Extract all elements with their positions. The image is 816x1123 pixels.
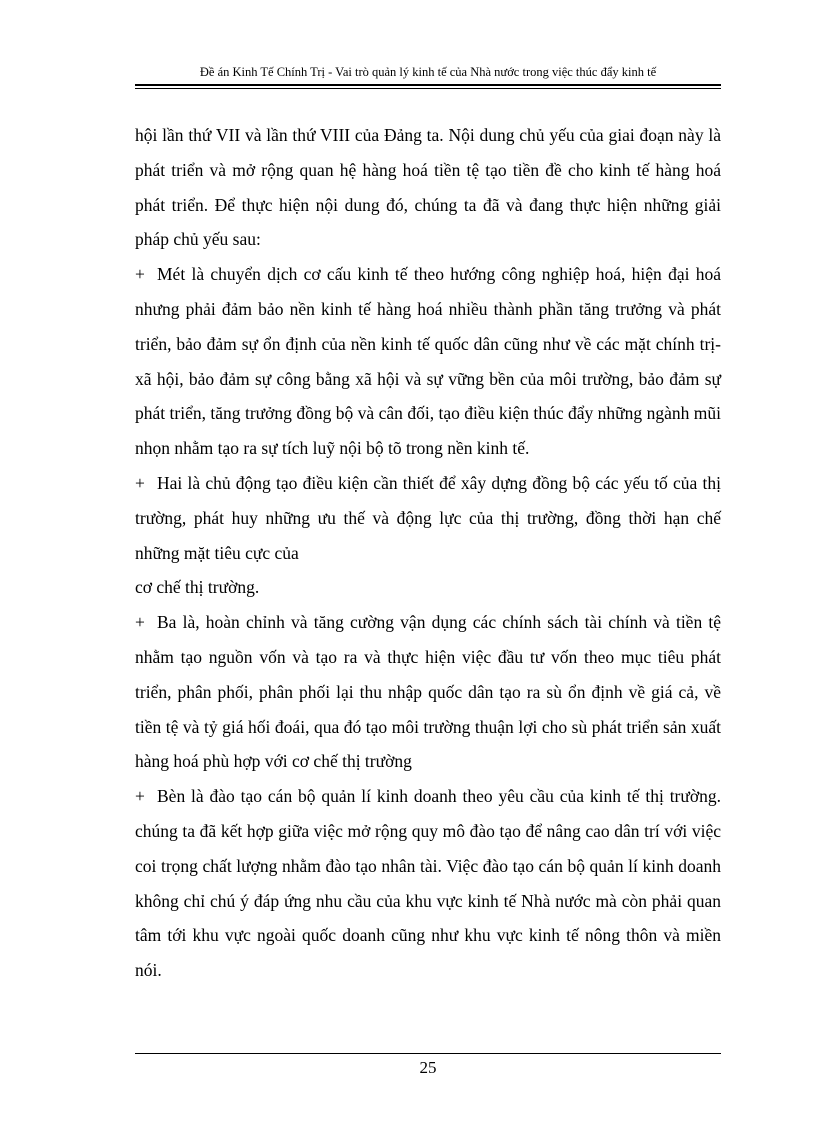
bullet-sign: +: [135, 472, 145, 493]
page-number: 25: [419, 1058, 437, 1077]
footer-rule: [135, 1053, 721, 1054]
bullet-item-3-text: Ba là, hoàn chỉnh và tăng cường vận dụng các chính sách tài chính và tiền tệ nhằm tạo nguồn vốn và tạo ra và thực hiện việc đầu tư vốn theo mục tiêu phát triển, phân phối, phân phối lại thu nhập quốc dân tạo ra sù ổn định về giá cả, về tiền tệ và tỷ giá hối đoái, qua đó tạo môi trường thuận lợi cho sù phát triển sản xuất hàng hoá phù hợp với cơ chế thị trường: [135, 612, 721, 772]
bullet-item-4: [135, 779, 721, 988]
header-rule-thin: [135, 88, 721, 89]
bullet-item-1-text: Mét là chuyển dịch cơ cấu kinh tế theo hướng công nghiệp hoá, hiện đại hoá nhưng phải đảm bảo nền kinh tế hàng hoá nhiều thành phần tăng trưởng và phát triển, bảo đảm sự ổn định của nền kinh tế quốc dân cũng như về các mặt chính trị- xã hội, bảo đảm sự công bằng xã hội và sự vững bền của môi trường, bảo đảm sự phát triển, tăng trưởng đồng bộ và cân đối, tạo điều kiện thúc đẩy những ngành mũi nhọn nhằm tạo ra sự tích luỹ nội bộ tõ trong nền kinh tế.: [135, 264, 721, 459]
bullet-item-4-text: Bèn là đào tạo cán bộ quản lí kinh doanh theo yêu cầu của kinh tế thị trường. chúng ta đã kết hợp giữa việc mở rộng quy mô đào tạo để nâng cao dân trí với việc coi trọng chất lượng nhằm đào tạo nhân tài. Việc đào tạo cán bộ quản lí kinh doanh không chỉ chú ý đáp ứng nhu cầu của khu vực kinh tế Nhà nước mà còn phải quan tâm tới khu vực ngoài quốc doanh cũng như khu vực kinh tế nông thôn và miền nói.: [135, 786, 721, 981]
running-header: Đề án Kinh Tế Chính Trị - Vai trò quản lý kinh tế của Nhà nước trong việc thúc đẩy kinh tế: [199, 65, 657, 79]
body-text: [135, 118, 721, 988]
bullet-sign: +: [135, 786, 145, 807]
bullet-item-1: [135, 257, 721, 466]
bullet-sign: +: [135, 264, 145, 285]
header-rule-thick: [135, 84, 721, 86]
bullet-sign: +: [135, 612, 145, 633]
bullet-item-2: [135, 466, 721, 570]
bullet-item-3: [135, 605, 721, 779]
intro-paragraph: hội lần thứ VII và lần thứ VIII của Đảng ta. Nội dung chủ yếu của giai đoạn này là phát triển và mở rộng quan hệ hàng hoá tiền tệ tạo tiền đề cho kinh tế hàng hoá phát triển. Để thực hiện nội dung đó, chúng ta đã và đang thực hiện những giải pháp chủ yếu sau:: [135, 125, 721, 250]
bullet-item-2-continuation: cơ chế thị trường.: [135, 577, 260, 598]
bullet-item-2-text: Hai là chủ động tạo điều kiện cần thiết để xây dựng đồng bộ các yếu tố của thị trường, phát huy những ưu thế và động lực của thị trường, đồng thời hạn chế những mặt tiêu cực của: [135, 472, 721, 563]
